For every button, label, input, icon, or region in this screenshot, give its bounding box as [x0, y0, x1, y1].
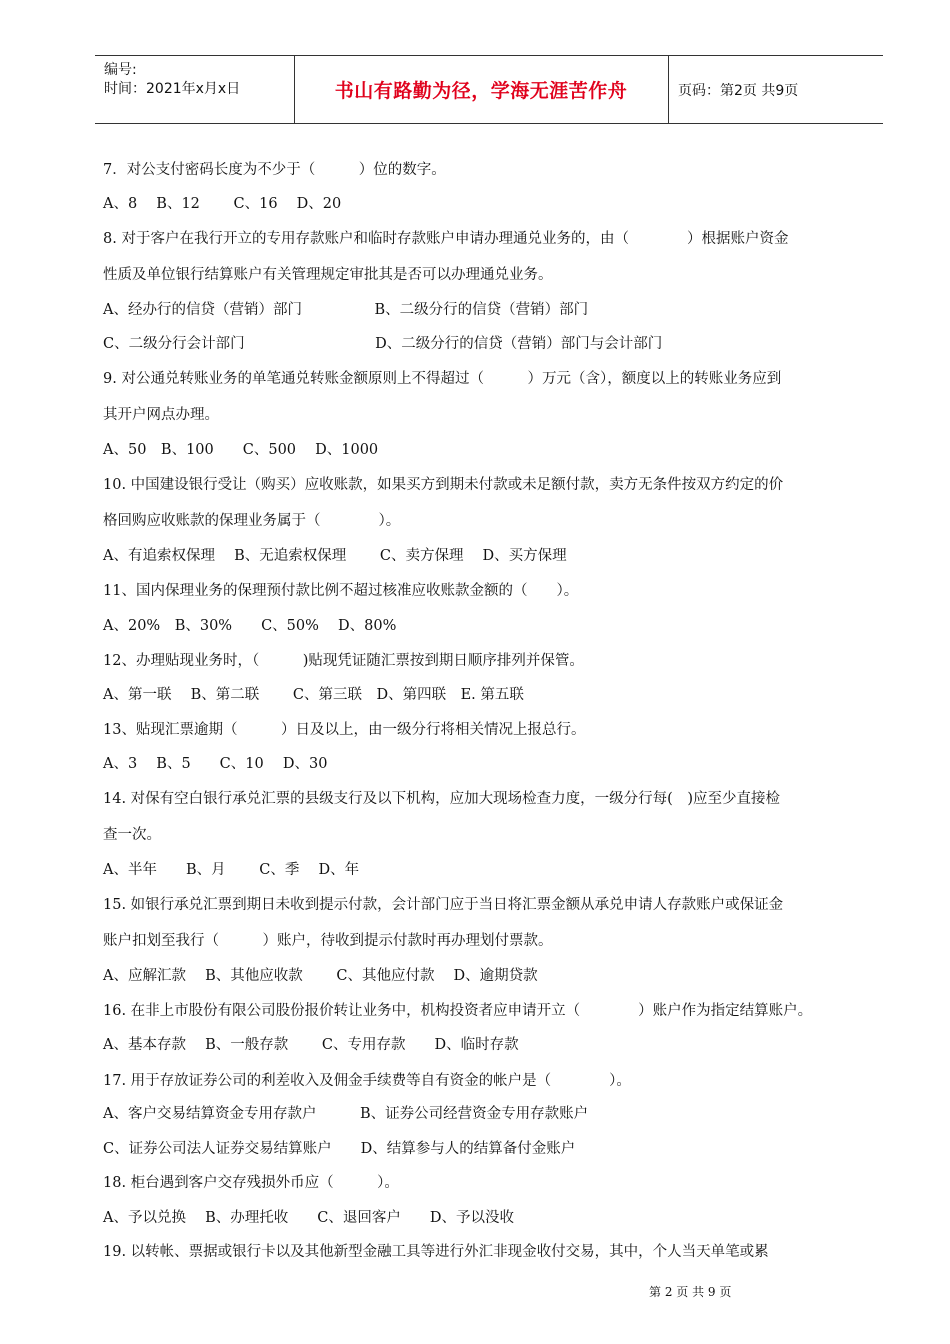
header-motto: 书山有路勤为径，学海无涯苦作舟	[334, 80, 628, 102]
document-line: A、应解汇款 B、其他应收款 C、其他应付款 D、逾期贷款	[103, 968, 538, 984]
document-line: 12、办理贴现业务时，（ )贴现凭证随汇票按到期日顺序排列并保管。	[103, 653, 584, 669]
document-line: A、20% B、30% C、50% D、80%	[103, 618, 397, 634]
document-line: A、3 B、5 C、10 D、30	[103, 756, 328, 772]
document-line: A、经办行的信贷（营销）部门 B、二级分行的信贷（营销）部门	[103, 302, 589, 318]
document-line: 账户扣划至我行（ ）账户，待收到提示付款时再办理划付票款。	[103, 933, 553, 949]
document-line: C、二级分行会计部门 D、二级分行的信贷（营销）部门与会计部门	[103, 336, 663, 352]
document-line: 19. 以转帐、票据或银行卡以及其他新型金融工具等进行外汇非现金收付交易，其中，个人当天单笔或累	[103, 1244, 769, 1260]
document-line: 8. 对于客户在我行开立的专用存款账户和临时存款账户申请办理通兑业务的，由（ ）根据账户资金	[103, 231, 789, 247]
document-line: A、有追索权保理 B、无追索权保理 C、卖方保理 D、买方保理	[103, 548, 567, 564]
document-line: 17. 用于存放证券公司的利差收入及佣金手续费等自有资金的帐户是（ ）。	[103, 1073, 631, 1089]
document-line: A、第一联 B、第二联 C、第三联 D、第四联 E. 第五联	[103, 687, 524, 703]
document-line: A、予以兑换 B、办理托收 C、退回客户 D、予以没收	[103, 1210, 514, 1226]
document-line: 18. 柜台遇到客户交存残损外币应（ ）。	[103, 1175, 399, 1191]
document-line: 性质及单位银行结算账户有关管理规定审批其是否可以办理通兑业务。	[103, 267, 553, 283]
header-meta	[95, 56, 295, 123]
page-header	[95, 55, 883, 124]
document-line: 14. 对保有空白银行承兑汇票的县级支行及以下机构，应加大现场检查力度，一级分行每( )应至少直接检	[103, 791, 780, 807]
page-footer: 第 2 页 共 9 页	[649, 1285, 732, 1299]
document-number-label: 编号:	[104, 62, 137, 78]
document-line: 11、国内保理业务的保理预付款比例不超过核准应收账款金额的（ ）。	[103, 583, 579, 599]
document-line: 格回购应收账款的保理业务属于（ ）。	[103, 513, 401, 529]
document-line: 15. 如银行承兑汇票到期日未收到提示付款，会计部门应于当日将汇票金额从承兑申请人存款账户或保证金	[103, 897, 784, 913]
document-line: 9. 对公通兑转账业务的单笔通兑转账金额原则上不得超过（ ）万元（含），额度以上的转账业务应到	[103, 371, 782, 387]
header-page-cell	[668, 56, 883, 123]
document-line: 10. 中国建设银行受让（购买）应收账款，如果买方到期未付款或未足额付款，卖方无条件按双方约定的价	[103, 477, 784, 493]
header-page-number: 页码：第2页 共9页	[678, 82, 799, 99]
document-line: A、8 B、12 C、16 D、20	[103, 196, 342, 212]
document-line: 查一次。	[103, 827, 161, 843]
document-line: A、客户交易结算资金专用存款户 B、证券公司经营资金专用存款账户	[103, 1106, 589, 1122]
document-time-label: 时间：2021年x月x日	[104, 81, 241, 97]
document-line: 16. 在非上市股份有限公司股份报价转让业务中，机构投资者应申请开立（ ）账户作为指定结算账户。	[103, 1003, 813, 1019]
document-line: A、半年 B、月 C、季 D、年	[103, 862, 360, 878]
document-line: A、50 B、100 C、500 D、1000	[103, 442, 379, 458]
document-line: C、证券公司法人证券交易结算账户 D、结算参与人的结算备付金账户	[103, 1141, 576, 1157]
document-line: A、基本存款 B、一般存款 C、专用存款 D、临时存款	[103, 1037, 519, 1053]
document-line: 13、贴现汇票逾期（ ）日及以上，由一级分行将相关情况上报总行。	[103, 722, 586, 738]
header-motto-cell	[294, 56, 669, 123]
document-line: 其开户网点办理。	[103, 407, 219, 423]
document-line: 7．对公支付密码长度为不少于（ ）位的数字。	[103, 162, 446, 178]
